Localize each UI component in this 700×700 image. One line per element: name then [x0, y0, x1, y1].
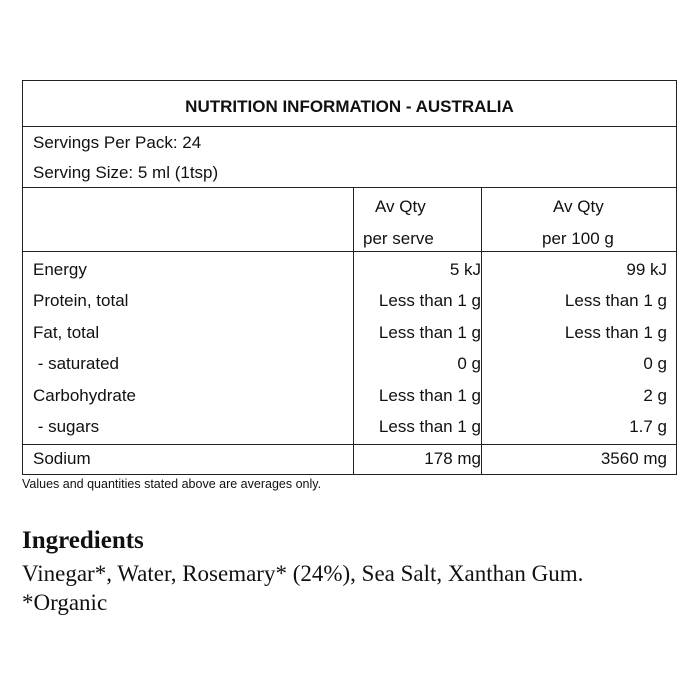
- nutrient-row: [23, 382, 676, 413]
- per-serve-value: 5 kJ: [449, 260, 481, 279]
- divider: [23, 187, 676, 188]
- nutrient-row: [23, 445, 676, 476]
- per-100g-value: 99 kJ: [626, 260, 667, 279]
- nutrient-name: Protein, total: [33, 291, 129, 310]
- nutrient-row: [23, 350, 676, 381]
- per-serve-value: Less than 1 g: [378, 417, 481, 436]
- per-100g-value: 1.7 g: [629, 417, 667, 436]
- col1-header-line2: per serve: [363, 229, 434, 248]
- nutrient-row: [23, 319, 676, 350]
- divider: [23, 251, 676, 252]
- per-serve-value: 0 g: [457, 354, 481, 373]
- nutrient-row: [23, 256, 676, 287]
- nutrient-name: Carbohydrate: [33, 386, 137, 405]
- ingredients-list: Vinegar*, Water, Rosemary* (24%), Sea Salt, Xanthan Gum.: [22, 561, 584, 586]
- averages-footnote: Values and quantities stated above are averages only.: [22, 477, 322, 491]
- nutrient-name: Energy: [33, 260, 87, 279]
- organic-note: *Organic: [22, 590, 108, 615]
- col2-header-line2: per 100 g: [542, 229, 614, 248]
- per-100g-value: Less than 1 g: [564, 291, 667, 310]
- per-serve-value: Less than 1 g: [378, 291, 481, 310]
- servings-per-pack: Servings Per Pack: 24: [33, 133, 202, 152]
- col1-header-line1: Av Qty: [375, 197, 426, 216]
- per-100g-value: 0 g: [643, 354, 667, 373]
- per-serve-value: Less than 1 g: [378, 386, 481, 405]
- divider: [23, 126, 676, 127]
- per-100g-value: 3560 mg: [600, 449, 667, 468]
- nutrient-row: [23, 287, 676, 318]
- per-100g-value: 2 g: [643, 386, 667, 405]
- nutrient-name: - saturated: [33, 354, 119, 373]
- col2-header-line1: Av Qty: [553, 197, 604, 216]
- serving-size: Serving Size: 5 ml (1tsp): [33, 163, 219, 182]
- per-100g-value: Less than 1 g: [564, 323, 667, 342]
- nutrient-name: - sugars: [33, 417, 100, 436]
- panel-title: NUTRITION INFORMATION - AUSTRALIA: [185, 97, 514, 116]
- per-serve-value: 178 mg: [424, 449, 481, 468]
- nutrient-name: Fat, total: [33, 323, 100, 342]
- nutrient-name: Sodium: [33, 449, 91, 468]
- per-serve-value: Less than 1 g: [378, 323, 481, 342]
- ingredients-heading: Ingredients: [22, 527, 144, 554]
- nutrition-panel: [22, 80, 677, 475]
- nutrient-row: [23, 413, 676, 444]
